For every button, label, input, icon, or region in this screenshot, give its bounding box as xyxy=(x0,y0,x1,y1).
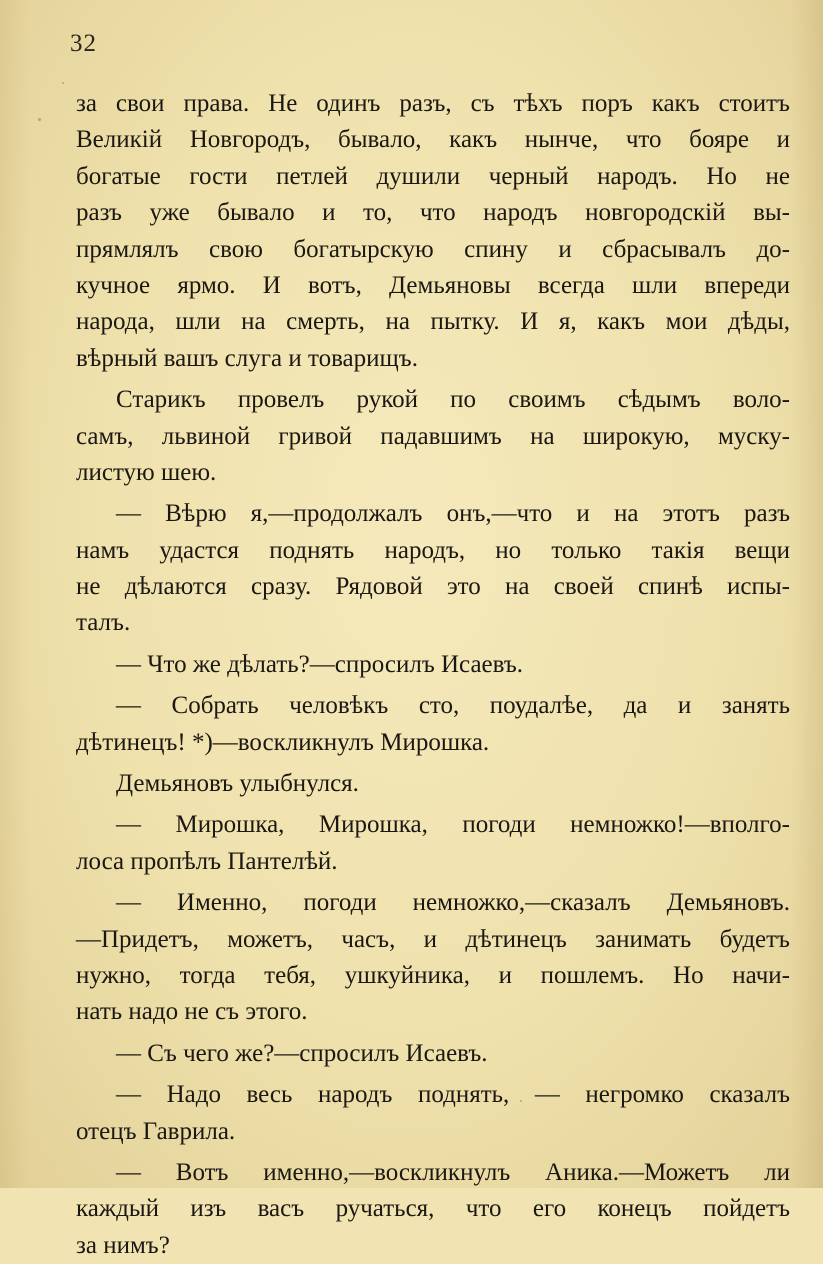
text-line: — Именно, погоди немножко,—сказалъ Демьяновъ. xyxy=(116,889,790,917)
text-line: нужно, тогда тебя, ушкуйника, и пошлемъ. Но начи- xyxy=(76,961,790,989)
paragraph xyxy=(76,382,790,491)
text-line: —Придетъ, можетъ, часъ, и дѣтинецъ занимать будетъ xyxy=(76,925,790,953)
paragraph xyxy=(76,1077,790,1150)
text-line: — Мирошка, Мирошка, погоди немножко!—вполго- xyxy=(116,811,790,839)
text-line: — Что же дѣлать?—спросилъ Исаевъ. xyxy=(116,650,524,678)
text-line: каждый изъ васъ ручаться, что его конецъ пойдетъ xyxy=(76,1195,790,1223)
text-line: — Съ чего же?—спросилъ Исаевъ. xyxy=(116,1039,488,1067)
page-number: 32 xyxy=(70,30,97,57)
text-line: — Вотъ именно,—воскликнулъ Аника.—Можетъ ли xyxy=(116,1158,790,1186)
paragraph xyxy=(76,1155,790,1264)
text-line: за свои права. Не одинъ разъ, съ тѣхъ поръ какъ стоитъ xyxy=(76,90,790,117)
text-line: вѣрный вашъ слуга и товарищъ. xyxy=(76,344,418,372)
paragraph xyxy=(76,647,790,683)
paragraph xyxy=(76,688,790,761)
text-line: лоса пропѣлъ Пантелѣй. xyxy=(76,847,338,875)
text-line: — Собрать человѣкъ сто, поудалѣе, да и занять xyxy=(116,692,790,720)
paragraph xyxy=(76,807,790,880)
text-line: кучное ярмо. И вотъ, Демьяновы всегда шли впереди xyxy=(76,271,790,299)
text-line: самъ, львиной гривой падавшимъ на широкую, муску- xyxy=(76,422,790,450)
text-line: листую шею. xyxy=(76,458,217,486)
paragraph xyxy=(76,1036,790,1072)
text-line: Демьяновъ улыбнулся. xyxy=(116,770,359,798)
paper-speck xyxy=(38,118,41,121)
text-line: народа, шли на смерть, на пытку. И я, какъ мои дѣды, xyxy=(76,308,790,336)
text-line: нать надо не съ этого. xyxy=(76,998,308,1026)
paragraph xyxy=(76,766,790,802)
text-line: намъ удастся поднять народъ, но только такія вещи xyxy=(76,536,790,564)
text-line: не дѣлаются сразу. Рядовой это на своей спинѣ испы- xyxy=(76,573,790,601)
text-line: прямлялъ свою богатырскую спину и сбрасывалъ до- xyxy=(76,235,790,263)
text-line: отецъ Гаврила. xyxy=(76,1117,236,1145)
text-line: — Надо весь народъ поднять, — негромко сказалъ xyxy=(116,1081,790,1109)
paper-speck xyxy=(62,82,64,84)
paragraph xyxy=(76,885,790,1031)
text-line: Старикъ провелъ рукой по своимъ сѣдымъ воло- xyxy=(116,386,790,414)
text-line: — Вѣрю я,—продолжалъ онъ,—что и на этотъ разъ xyxy=(116,500,790,528)
text-line: дѣтинецъ! *)—воскликнулъ Мирошка. xyxy=(76,728,490,756)
text-line: разъ уже бывало и то, что народъ новгородскій вы- xyxy=(76,199,790,227)
paragraph xyxy=(76,496,790,642)
text-line: талъ. xyxy=(76,609,131,637)
text-line: за нимъ? xyxy=(76,1231,170,1259)
paper-speck xyxy=(520,1100,522,1102)
text-line: богатые гости петлей душили черный народъ. Но не xyxy=(76,162,790,190)
body-text xyxy=(76,86,790,1264)
paragraph xyxy=(76,86,790,377)
text-line: Великій Новгородъ, бывало, какъ нынче, что бояре и xyxy=(76,126,790,154)
